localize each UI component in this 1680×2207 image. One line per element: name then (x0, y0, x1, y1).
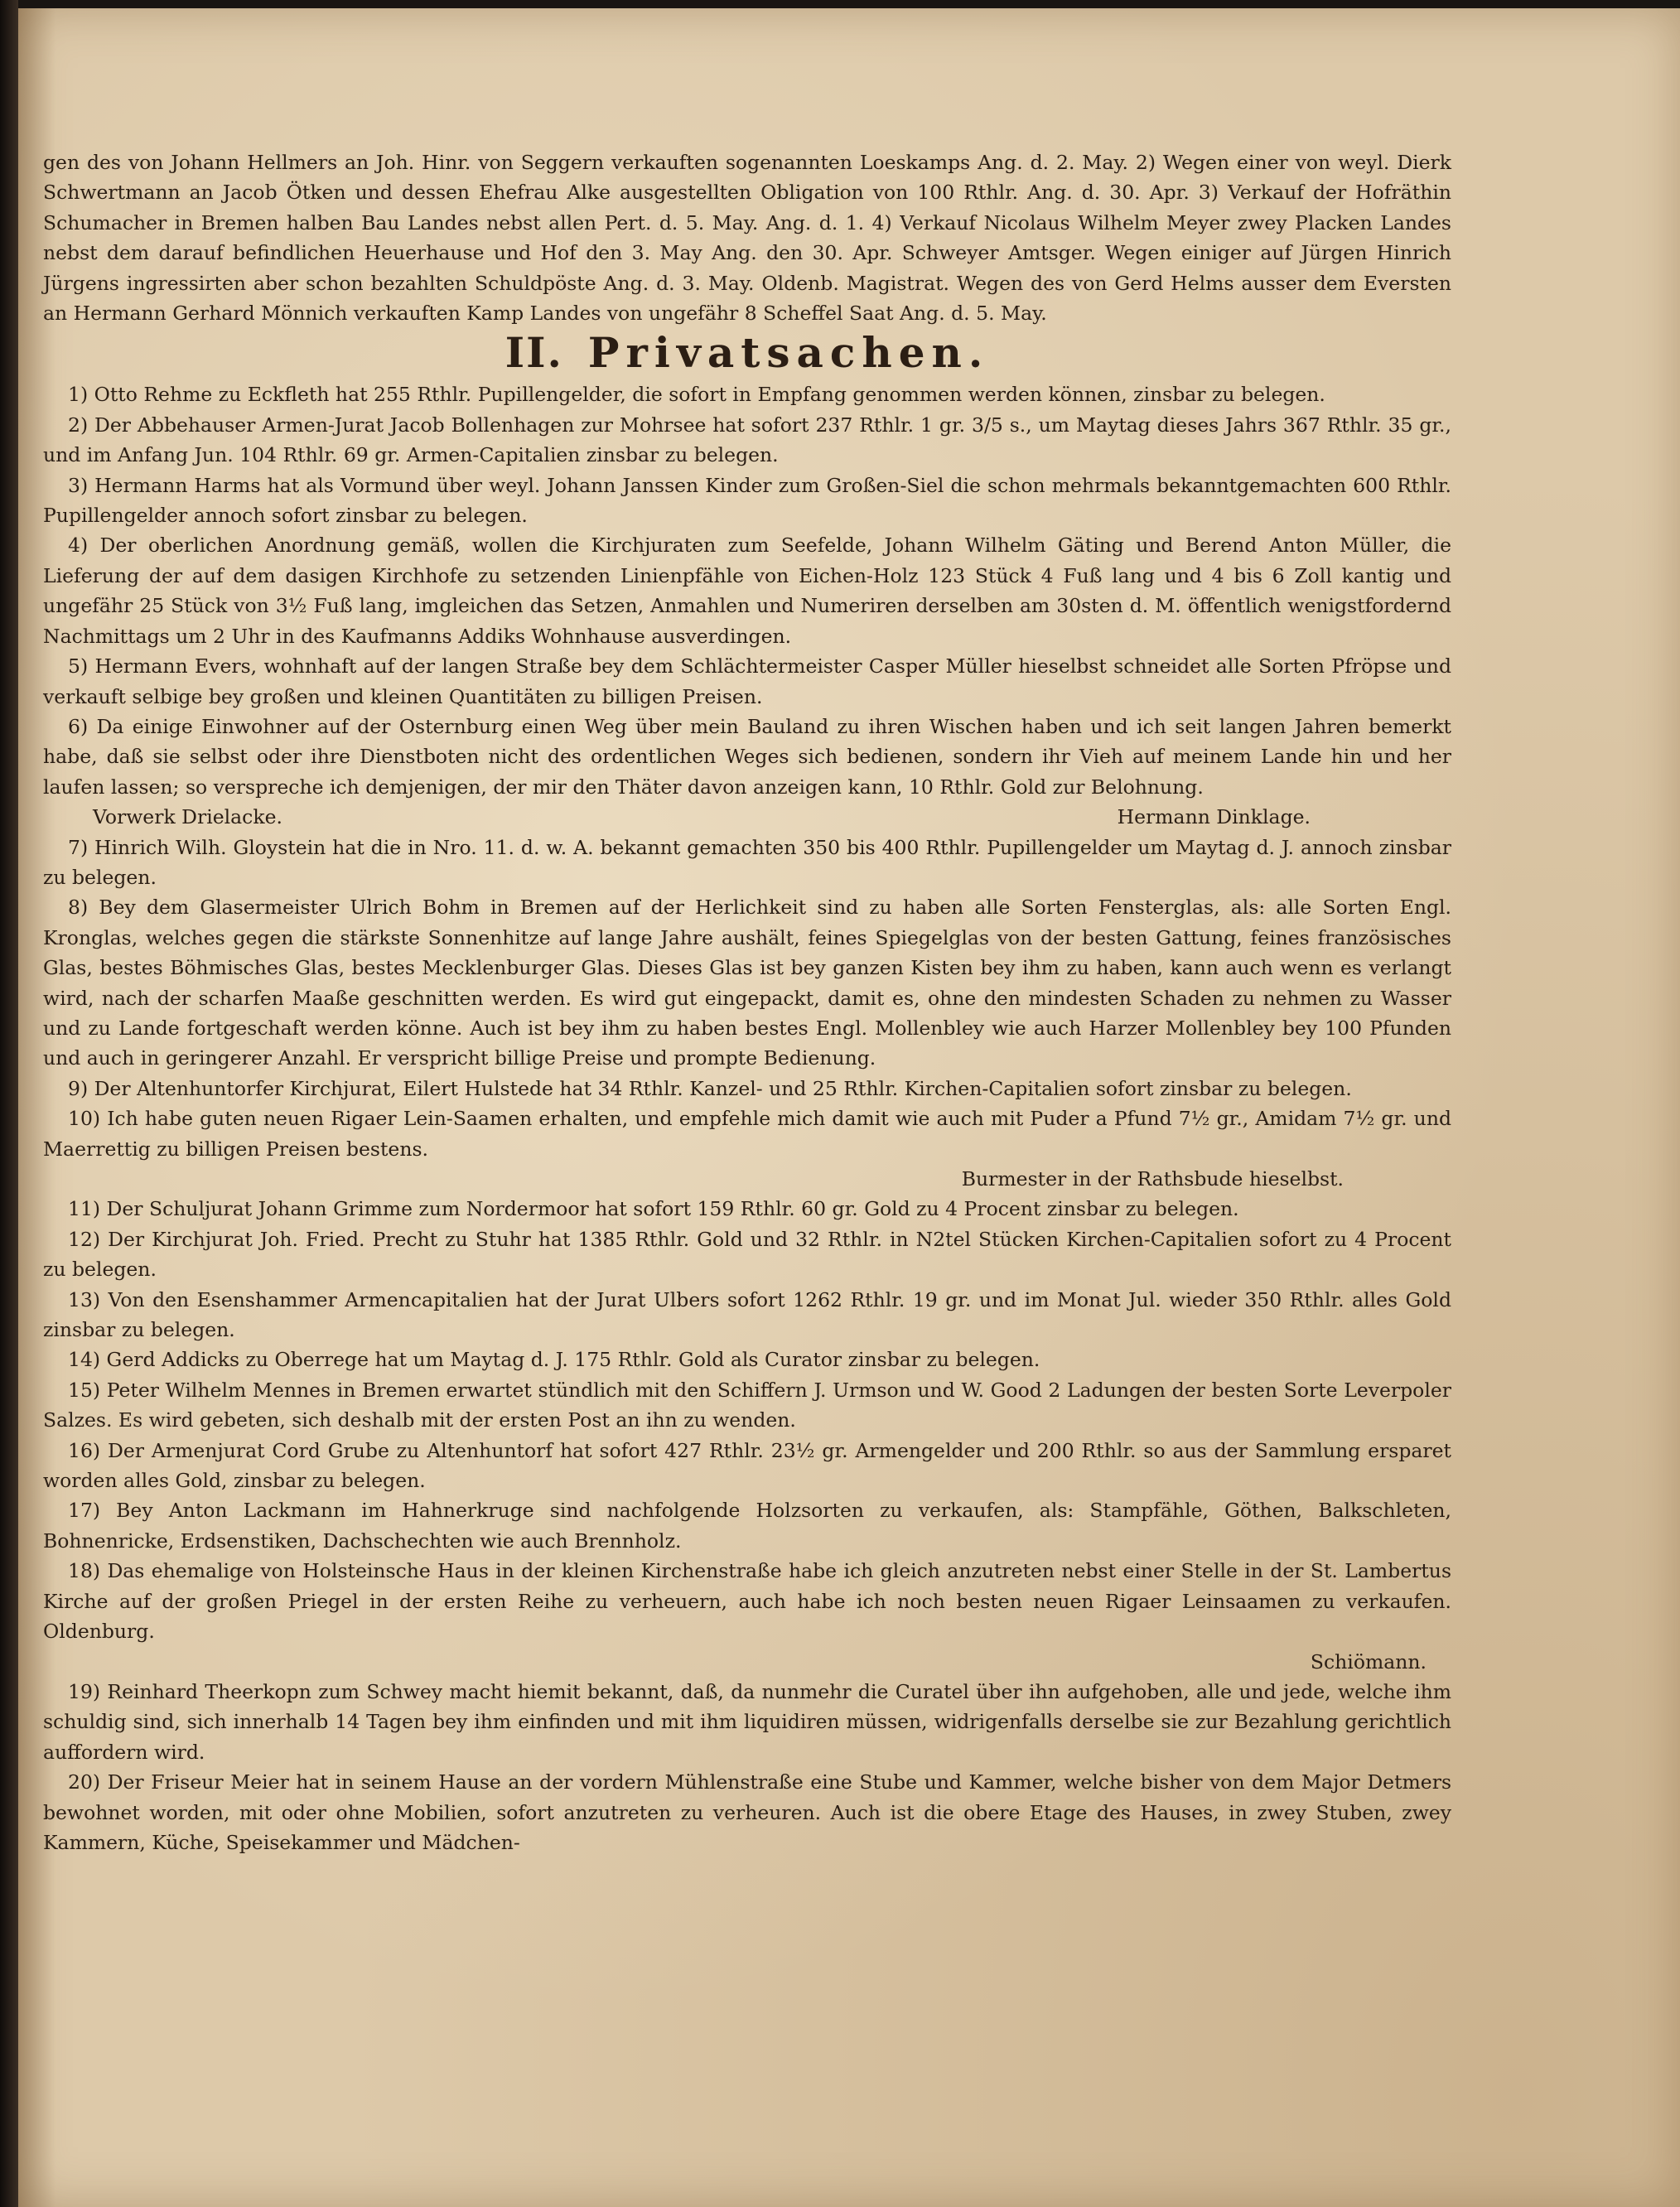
notice-8: 8) Bey dem Glasermeister Ulrich Bohm in Bremen auf der Herlichkeit sind zu haben alle Sorten Fensterglas, als: alle Sorten Engl. Kronglas, welches gegen die stärkste Sonnenhitze auf lange Jahre aushält, feines Spiegelglas von der besten Gattung, feines französisches Glas, bestes Böhmisches Glas, bestes Mecklenburger Glas. Dieses Glas ist bey ganzen Kisten bey ihm zu haben, kann auch wenn es verlangt wird, nach der scharfen Maaße geschnitten werden. Es wird gut eingepackt, damit es, ohne den mindesten Schaden zu nehmen zu Wasser und zu Lande fortgeschaft werden könne. Auch ist bey ihm zu haben bestes Engl. Mollenbley wie auch Harzer Mollenbley bey 100 Pfunden und auch in geringerer Anzahl. Er verspricht billige Preise und prompte Bedienung. (43, 896, 1451, 1070)
notice-17: 17) Bey Anton Lackmann im Hahnerkruge sind nachfolgende Holzsorten zu verkaufen, als: Stampfähle, Göthen, Balkschleten, Bohnenricke, Erdsenstiken, Dachschechten wie auch Brennholz. (43, 1499, 1451, 1553)
section-title: Privatsachen. (587, 328, 990, 378)
notice-7: 7) Hinrich Wilh. Gloystein hat die in Nro. 11. d. w. A. bekannt gemachten 350 bis 400 Rthlr. Pupillengelder um Maytag d. J. annoch zinsbar zu belegen. (43, 835, 1451, 889)
notice-20: 20) Der Friseur Meier hat in seinem Hause an der vordern Mühlenstraße eine Stube und Kammer, welche bisher von dem Major Detmers bewohnet worden, mit oder ohne Mobilien, sofort anzutreten zu verheuren. Auch ist die obere Etage des Hauses, in zwey Stuben, zwey Kammern, Küche, Speisekammer und Mädchen- (43, 1770, 1451, 1854)
notice-11: 11) Der Schuljurat Johann Grimme zum Nordermoor hat sofort 159 Rthlr. 60 gr. Gold zu 4 Procent zinsbar zu belegen. (68, 1197, 1239, 1221)
notice-10: 10) Ich habe guten neuen Rigaer Lein-Saamen erhalten, und empfehle mich damit wie auch mit Puder a Pfund 7½ gr., Amidam 7½ gr. und Maerrettig zu billigen Preisen bestens. (43, 1107, 1451, 1161)
intro-paragraph: gen des von Johann Hellmers an Joh. Hinr. von Seggern verkauften sogenannten Loeskamps Ang. d. 2. May. 2) Wegen einer von weyl. Dierk Schwertmann an Jacob Ötken und dessen Ehefrau Alke ausgestellten Obligation von 100 Rthlr. Ang. d. 30. Apr. 3) Verkauf der Hofräthin Schumacher in Bremen halben Bau Landes nebst allen Pert. d. 5. May. Ang. d. 1. 4) Verkauf Nicolaus Wilhelm Meyer zwey Placken Landes nebst dem darauf befindlichen Heuerhause und Hof den 3. May Ang. den 30. Apr. Schweyer Amtsger. Wegen einiger auf Jürgen Hinrich Jürgens ingressirten aber schon bezahlten Schuldpöste Ang. d. 3. May. Oldenb. Magistrat. Wegen des von Gerd Helms ausser dem Eversten an Hermann Gerhard Mönnich verkauften Kamp Landes von ungefähr 8 Scheffel Saat Ang. d. 5. May. (43, 151, 1451, 326)
notice-6-signature: Hermann Dinklage. (1117, 805, 1311, 829)
notice-6: 6) Da einige Einwohner auf der Osternburg einen Weg über mein Bauland zu ihren Wischen haben und ich seit langen Jahren bemerkt habe, daß sie selbst oder ihre Dienstboten nicht des ordentlichen Weges sich bedienen, sondern ihr Vieh auf meinem Lande hin und her laufen lassen; so verspreche ich demjenigen, der mir den Thäter davon anzeigen kann, 10 Rthlr. Gold zur Belohnung. (43, 714, 1451, 799)
notice-9: 9) Der Altenhuntorfer Kirchjurat, Eilert Hulstede hat 34 Rthlr. Kanzel- und 25 Rthlr. Kirchen-Capitalien sofort zinsbar zu belegen. (68, 1076, 1352, 1100)
notice-18: 18) Das ehemalige von Holsteinsche Haus in der kleinen Kirchenstraße habe ich gleich anzutreten nebst einer Stelle in der St. Lambertus Kirche auf der großen Priegel in der ersten Reihe zu verheuern, auch habe ich noch besten neuen Rigaer Leinsaamen zu verkaufen. Oldenburg. (43, 1559, 1451, 1644)
notice-13: 13) Von den Esenshammer Armencapitalien hat der Jurat Ulbers sofort 1262 Rthlr. 19 gr. und im Monat Jul. wieder 350 Rthlr. alles Gold zinsbar zu belegen. (43, 1287, 1451, 1342)
page-text (43, 147, 1451, 1857)
notice-18-signature: Schiömann. (1310, 1649, 1427, 1673)
book-gutter (0, 0, 18, 2207)
notice-1: 1) Otto Rehme zu Eckfleth hat 255 Rthlr. Pupillengelder, die sofort in Empfang genommen werden können, zinsbar zu belegen. (68, 383, 1325, 407)
notice-16: 16) Der Armenjurat Cord Grube zu Altenhuntorf hat sofort 427 Rthlr. 23½ gr. Armengelder und 200 Rthlr. so aus der Sammlung ersparet worden alles Gold, zinsbar zu belegen. (43, 1438, 1451, 1493)
section-numeral: II. (504, 328, 563, 378)
notice-5: 5) Hermann Evers, wohnhaft auf der langen Straße bey dem Schlächtermeister Casper Müller hieselbst schneidet alle Sorten Pfröpse und verkauft selbige bey großen und kleinen Quantitäten zu billigen Preisen. (43, 654, 1451, 708)
notice-4: 4) Der oberlichen Anordnung gemäß, wollen die Kirchjuraten zum Seefelde, Johann Wilhelm Gäting und Berend Anton Müller, die Lieferung der auf dem dasigen Kirchhofe zu setzenden Linienpfähle von Eichen-Holz 123 Stück 4 Fuß lang und 4 bis 6 Zoll kantig und ungefähr 25 Stück von 3½ Fuß lang, imgleichen das Setzen, Anmahlen und Numeriren derselben am 30sten d. M. öffentlich wenigstfordernd Nachmittags um 2 Uhr in des Kaufmanns Addiks Wohnhause ausverdingen. (43, 534, 1451, 648)
notice-6-place: Vorwerk Drielacke. (93, 805, 282, 829)
notice-15: 15) Peter Wilhelm Mennes in Bremen erwartet stündlich mit den Schiffern J. Urmson und W. Good 2 Ladungen der besten Sorte Leverpoler Salzes. Es wird gebeten, sich deshalb mit der ersten Post an ihn zu wenden. (43, 1378, 1451, 1432)
notice-10-signature: Burmester in der Rathsbude hieselbst. (961, 1167, 1344, 1190)
notice-6-signature-line (43, 802, 1451, 832)
notice-2: 2) Der Abbehauser Armen-Jurat Jacob Bollenhagen zur Mohrsee hat sofort 237 Rthlr. 1 gr. 3/5 s., um Maytag dieses Jahrs 367 Rthlr. 35 gr., und im Anfang Jun. 104 Rthlr. 69 gr. Armen-Capitalien zinsbar zu belegen. (43, 413, 1451, 467)
notice-3: 3) Hermann Harms hat als Vormund über weyl. Johann Janssen Kinder zum Großen-Siel die schon mehrmals bekanntgemachten 600 Rthlr. Pupillengelder annoch sofort zinsbar zu belegen. (43, 473, 1451, 528)
notice-14: 14) Gerd Addicks zu Oberrege hat um Maytag d. J. 175 Rthlr. Gold als Curator zinsbar zu belegen. (68, 1348, 1040, 1372)
notice-19: 19) Reinhard Theerkopn zum Schwey macht hiemit bekannt, daß, da nunmehr die Curatel über ihn aufgehoben, alle und jede, welche ihm schuldig sind, sich innerhalb 14 Tagen bey ihm einfinden und mit ihm liquidiren müssen, widrigenfalls derselbe sie zur Bezahlung gerichtlich auffordern wird. (43, 1679, 1451, 1764)
notice-12: 12) Der Kirchjurat Joh. Fried. Precht zu Stuhr hat 1385 Rthlr. Gold und 32 Rthlr. in N2tel Stücken Kirchen-Capitalien sofort zu 4 Procent zu belegen. (43, 1227, 1451, 1282)
section-heading (43, 328, 1451, 378)
